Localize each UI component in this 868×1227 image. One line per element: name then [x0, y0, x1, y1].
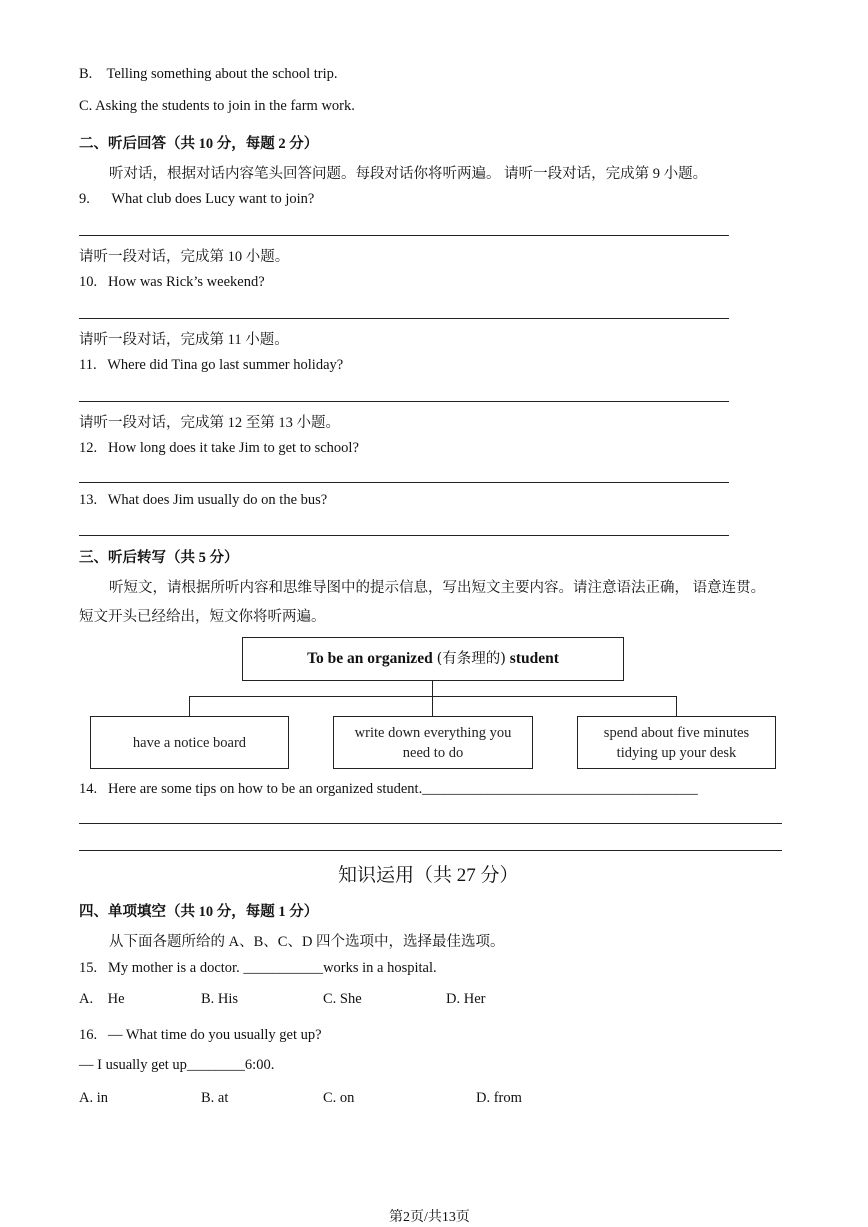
- mindmap-leaf-2-line2: need to do: [402, 744, 464, 761]
- question-10: 10. How was Rick’s weekend?: [79, 274, 265, 290]
- part2-instruction: 听对话，根据对话内容笔头回答问题。每段对话你将听两遍。 请听一段对话，完成第 9 小题。: [109, 166, 708, 182]
- question-14: 14. Here are some tips on how to be an organized student.______________________________________: [79, 781, 698, 797]
- q16-option-a[interactable]: A. in: [79, 1090, 108, 1106]
- mindmap-leaf-3-line1: spend about five minutes: [603, 724, 750, 741]
- answer-line-14b[interactable]: [79, 850, 782, 851]
- part4-instruction: 从下面各题所给的 A、B、C、D 四个选项中，选择最佳选项。: [109, 934, 505, 950]
- mindmap-branch-bar: [189, 696, 677, 697]
- mindmap-branch-middle: [432, 696, 433, 716]
- question-11: 11. Where did Tina go last summer holiday?: [79, 357, 344, 373]
- page-number: 第2页/共13页: [389, 1210, 470, 1225]
- mindmap-center-text: To be an organized: [307, 650, 437, 667]
- answer-line-10[interactable]: [79, 318, 729, 319]
- mindmap-center-box: [242, 637, 624, 681]
- part2-heading: 二、听后回答（共 10 分，每题 2 分）: [79, 136, 319, 152]
- mindmap-leaf-1-text: have a notice board: [132, 734, 247, 751]
- prompt-12: 请听一段对话，完成第 12 至第 13 小题。: [79, 415, 340, 431]
- prompt-10: 请听一段对话，完成第 10 小题。: [79, 249, 290, 265]
- answer-line-11[interactable]: [79, 401, 729, 402]
- mindmap-leaf-2-line1: write down everything you: [354, 724, 512, 741]
- part3-instruction-1: 听短文，请根据所听内容和思维导图中的提示信息，写出短文主要内容。请注意语法正确， 语意连贯。: [109, 580, 766, 596]
- q16-option-b[interactable]: B. at: [201, 1090, 229, 1106]
- mindmap-stem: [432, 681, 433, 696]
- question-12: 12. How long does it take Jim to get to school?: [79, 440, 359, 456]
- answer-line-14a[interactable]: [79, 823, 782, 824]
- part3-heading: 三、听后转写（共 5 分）: [79, 550, 239, 566]
- mindmap-center-text-end: student: [505, 650, 559, 667]
- question-16-line1: 16. — What time do you usually get up?: [79, 1027, 322, 1043]
- section-title-knowledge: 知识运用（共 27 分）: [338, 865, 519, 886]
- question-9: 9. What club does Lucy want to join?: [79, 191, 315, 207]
- answer-line-9[interactable]: [79, 235, 729, 236]
- mindmap-leaf-notice-board: [90, 716, 289, 769]
- option-c: C. Asking the students to join in the farm work.: [79, 98, 355, 114]
- mindmap-branch-left: [189, 696, 190, 716]
- option-b: B. Telling something about the school trip.: [79, 66, 338, 82]
- answer-line-13[interactable]: [79, 535, 729, 536]
- q15-option-c[interactable]: C. She: [323, 991, 362, 1007]
- mindmap-branch-right: [676, 696, 677, 716]
- q15-option-a[interactable]: A. He: [79, 991, 125, 1007]
- mindmap-center-cn: (有条理的): [436, 651, 506, 667]
- q15-option-b[interactable]: B. His: [201, 991, 239, 1007]
- q16-option-d[interactable]: D. from: [476, 1090, 522, 1106]
- mindmap-leaf-tidy-desk: [577, 716, 776, 769]
- part4-heading: 四、单项填空（共 10 分，每题 1 分）: [79, 904, 319, 920]
- mindmap-leaf-write-down: [333, 716, 533, 769]
- answer-line-12[interactable]: [79, 482, 729, 483]
- q16-option-c[interactable]: C. on: [323, 1090, 355, 1106]
- question-15: 15. My mother is a doctor. ___________works in a hospital.: [79, 960, 437, 976]
- part3-instruction-2: 短文开头已经给出，短文你将听两遍。: [79, 609, 326, 625]
- prompt-11: 请听一段对话，完成第 11 小题。: [79, 332, 289, 348]
- question-13: 13. What does Jim usually do on the bus?: [79, 492, 328, 508]
- mindmap-leaf-3-line2: tidying up your desk: [616, 744, 737, 761]
- question-16-line2: — I usually get up________6:00.: [79, 1057, 275, 1073]
- q15-option-d[interactable]: D. Her: [446, 991, 486, 1007]
